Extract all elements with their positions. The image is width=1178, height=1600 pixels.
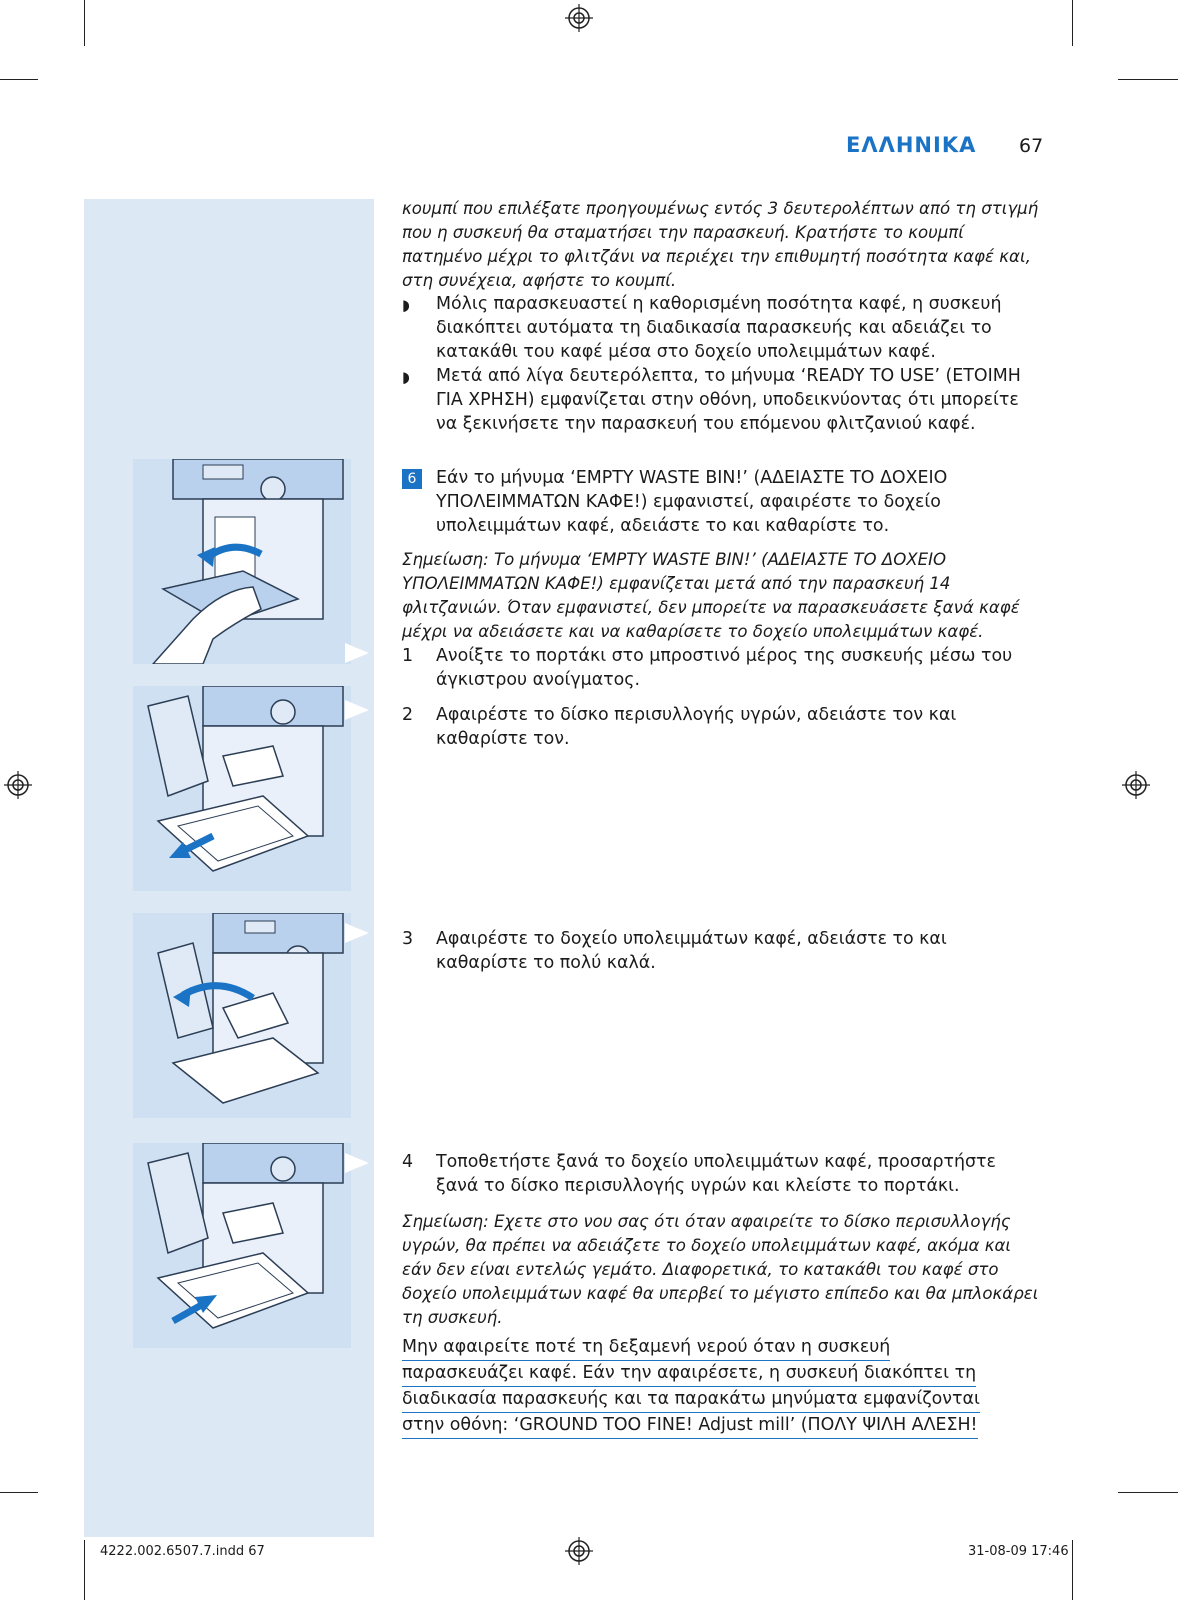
note-2: Σημείωση: Εχετε στο νου σας ότι όταν αφαιρείτε το δίσκο περισυλλογής υγρών, θα πρέπει να αδειάζετε το δοχείο υπολειμμάτων καφέ, ακόμα και εάν δεν είναι εντελώς γεμάτο. Διαφορετικά, το κατακάθι του καφέ στο δοχείο υπολειμμάτων καφέ θα υπερβεί το μέγιστο επίπεδο και θα μπλοκάρει τη συσκευή.	[402, 1212, 1039, 1327]
pointer-triangle	[345, 1153, 369, 1173]
substep-text: Ανοίξτε το πορτάκι στο μπροστινό μέρος της συσκευής μέσω του άγκιστρου ανοίγματος.	[436, 646, 1013, 690]
registration-mark-icon	[565, 4, 593, 32]
list-item	[402, 364, 1042, 436]
bullet-text: Μόλις παρασκευαστεί η καθορισμένη ποσότητα καφέ, η συσκευή διακόπτει αυτόματα τη διαδικασία παρασκευής και αδειάζει το κατακάθι του καφέ μέσα στο δοχείο υπολειμμάτων καφέ.	[436, 294, 1002, 362]
warning-line: διαδικασία παρασκευής και τα παρακάτω μηνύματα εμφανίζονται	[402, 1387, 980, 1413]
page-number: 67	[1019, 135, 1044, 157]
crop-mark	[1118, 1492, 1178, 1493]
illustration-remove-waste-bin	[133, 459, 351, 664]
step-number-badge: 6	[402, 469, 422, 489]
crop-mark	[84, 1540, 85, 1600]
header-language: ΕΛΛΗΝΙΚΑ	[846, 133, 977, 157]
substep-text: Τοποθετήστε ξανά το δοχείο υπολειμμάτων καφέ, προσαρτήστε ξανά το δίσκο περισυλλογής υγρών και κλείστε το πορτάκι.	[436, 1152, 996, 1196]
step-text: Εάν το μήνυμα ‘EMPTY WASTE BIN!’ (ΑΔΕΙΑΣΤΕ ΤΟ ΔΟΧΕΙΟ ΥΠΟΛΕΙΜΜΑΤΩΝ ΚΑΦΕ!) εμφανιστεί, αφαιρέστε το δοχείο υπολειμμάτων καφέ, αδειάστε το και καθαρίστε το.	[436, 468, 948, 536]
substep-text: Αφαιρέστε το δοχείο υπολειμμάτων καφέ, αδειάστε το και καθαρίστε το πολύ καλά.	[436, 929, 947, 973]
registration-mark-icon	[1122, 771, 1150, 799]
list-item	[402, 292, 1042, 364]
substep-2	[402, 703, 1042, 751]
substep-number: 4	[402, 1152, 414, 1172]
bullet-list	[402, 292, 1042, 436]
crop-mark	[1072, 0, 1073, 46]
crop-mark	[1072, 1540, 1073, 1600]
footer-file: 4222.002.6507.7.indd 67	[100, 1544, 265, 1559]
note-1: Σημείωση: Το μήνυμα ‘EMPTY WASTE BIN!’ (ΑΔΕΙΑΣΤΕ ΤΟ ΔΟΧΕΙΟ ΥΠΟΛΕΙΜΜΑΤΩΝ ΚΑΦΕ!) εμφανίζεται μετά από την παρασκευή 14 φλιτζανιών. Όταν εμφανιστεί, δεν μπορείτε να παρασκευάσετε ξανά καφέ μέχρι να αδειάσετε και να καθαρίσετε το δοχείο υπολειμμάτων καφέ.	[402, 550, 1020, 641]
illustration-remove-residue-container	[133, 913, 351, 1118]
pointer-triangle	[345, 643, 369, 663]
crop-mark	[84, 0, 85, 46]
warning-line: παρασκευάζει καφέ. Εάν την αφαιρέσετε, η συσκευή διακόπτει τη	[402, 1361, 976, 1387]
substep-text: Αφαιρέστε το δίσκο περισυλλογής υγρών, αδειάστε τον και καθαρίστε τον.	[436, 705, 957, 749]
illustration-reinsert-tray	[133, 1143, 351, 1348]
pointer-triangle	[345, 700, 369, 720]
bullet-text: Μετά από λίγα δευτερόλεπτα, το μήνυμα ‘READY TO USE’ (ΕΤΟΙΜΗ ΓΙΑ ΧΡΗΣΗ) εμφανίζεται στην οθόνη, υποδεικνύοντας ότι μπορείτε να ξεκινήσετε την παρασκευή του επόμενου φλιτζανιού καφέ.	[436, 366, 1021, 434]
footer-date: 31-08-09 17:46	[968, 1544, 1069, 1559]
registration-mark-icon	[565, 1537, 593, 1565]
registration-mark-icon	[4, 771, 32, 799]
bullet-icon: ◗	[402, 368, 410, 386]
crop-mark	[0, 1492, 38, 1493]
warning-line: στην οθόνη: ‘GROUND TOO FINE! Adjust mill’ (ΠΟΛΥ ΨΙΛΗ ΑΛΕΣΗ!	[402, 1413, 978, 1439]
crop-mark	[0, 79, 38, 80]
substep-number: 2	[402, 705, 414, 725]
crop-mark	[1118, 79, 1178, 80]
illustration-remove-drip-tray	[133, 686, 351, 891]
substep-number: 1	[402, 646, 414, 666]
warning-block	[402, 1335, 1042, 1439]
substep-1	[402, 644, 1042, 692]
intro-paragraph: κουμπί που επιλέξατε προηγουμένως εντός 3 δευτερολέπτων από τη στιγμή που η συσκευή θα σταματήσει την παρασκευή. Κρατήστε το κουμπί πατημένο μέχρι το φλιτζάνι να περιέχει την επιθυμητή ποσότητα καφέ και, στη συνέχεια, αφήστε το κουμπί.	[402, 199, 1039, 290]
substep-4	[402, 1150, 1042, 1198]
substep-number: 3	[402, 929, 414, 949]
warning-line: Μην αφαιρείτε ποτέ τη δεξαμενή νερού όταν η συσκευή	[402, 1335, 890, 1361]
substep-3	[402, 927, 1042, 975]
step-6	[402, 466, 1042, 538]
bullet-icon: ◗	[402, 296, 410, 314]
pointer-triangle	[345, 923, 369, 943]
